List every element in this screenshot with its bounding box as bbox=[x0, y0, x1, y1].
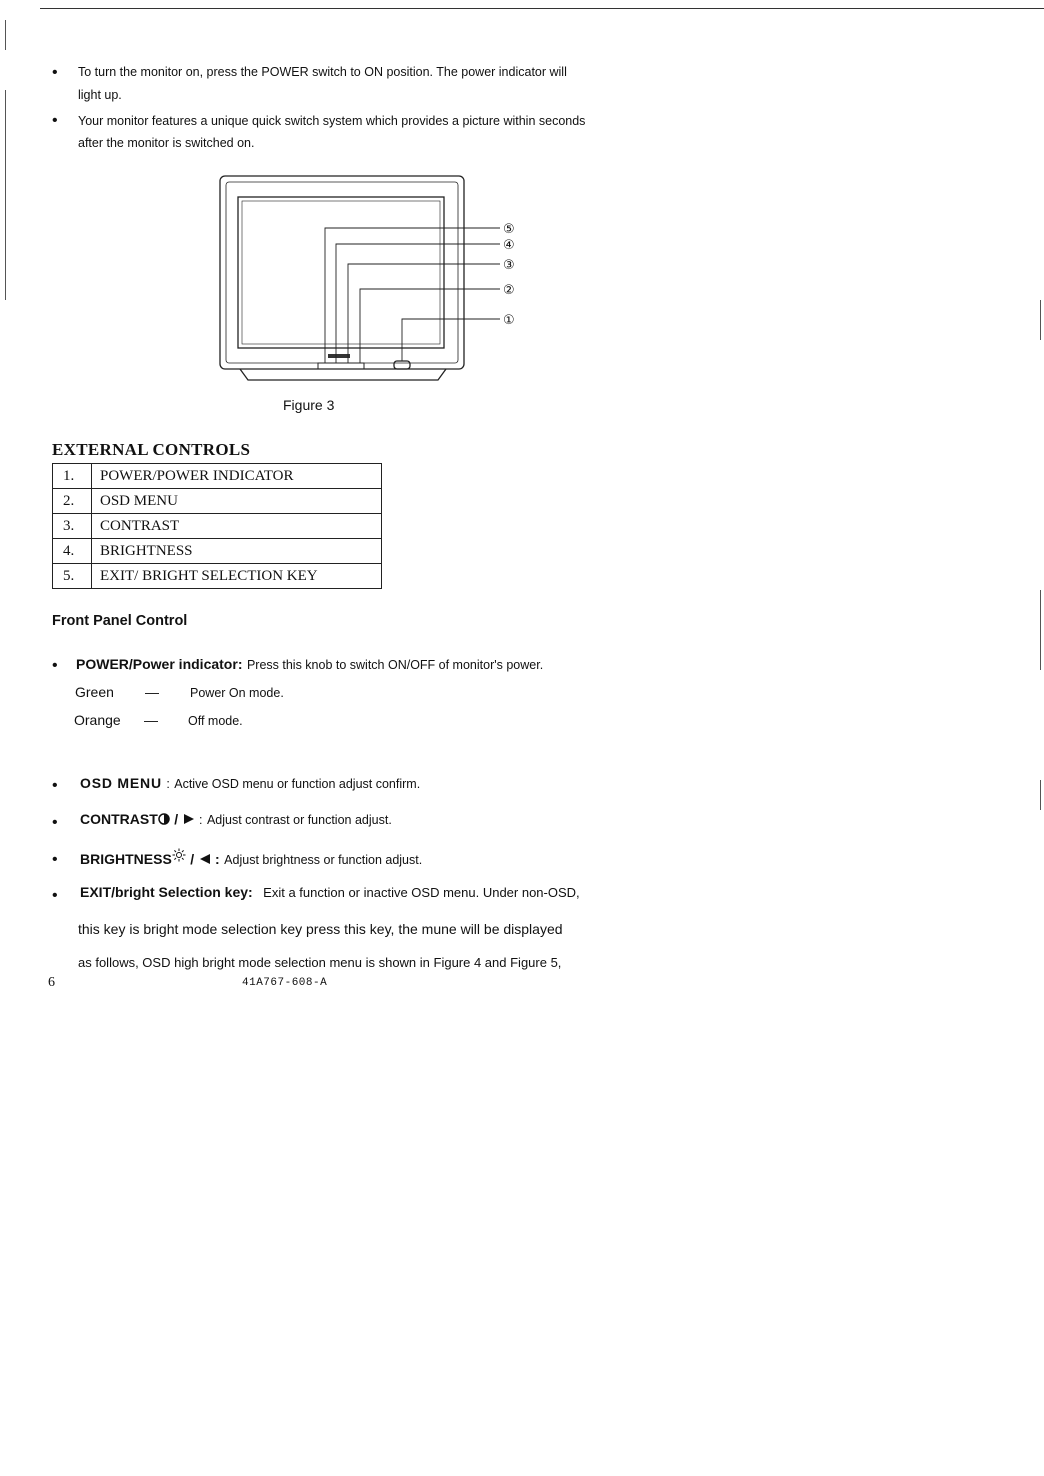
button-strip bbox=[318, 363, 364, 369]
page-number: 6 bbox=[48, 975, 55, 990]
leader-1 bbox=[402, 319, 500, 361]
row-number: 2. bbox=[53, 489, 92, 514]
brightness-desc: Adjust brightness or function adjust. bbox=[224, 853, 423, 867]
mode-green-dash: — bbox=[145, 684, 159, 700]
brightness-item: BRIGHTNESS / : Adjust brightness or function adjust. bbox=[80, 848, 422, 869]
callout-5: ⑤ bbox=[503, 222, 515, 237]
callout-4: ④ bbox=[503, 238, 515, 253]
monitor-inner-bezel bbox=[226, 182, 458, 363]
table-row bbox=[53, 464, 382, 489]
row-label: CONTRAST bbox=[92, 514, 382, 539]
row-number: 5. bbox=[53, 564, 92, 589]
monitor-diagram bbox=[200, 165, 540, 390]
callout-1: ① bbox=[503, 313, 515, 328]
contrast-item: CONTRAST / : Adjust contrast or function adjust. bbox=[80, 811, 392, 827]
row-number: 4. bbox=[53, 539, 92, 564]
row-label: POWER/POWER INDICATOR bbox=[92, 464, 382, 489]
scan-margin-mark bbox=[5, 20, 6, 50]
scan-margin-mark bbox=[1040, 780, 1041, 810]
half-circle-icon bbox=[158, 813, 170, 825]
mode-orange-text: Off mode. bbox=[188, 714, 243, 728]
brightness-label: BRIGHTNESS bbox=[80, 851, 172, 867]
exit-label: EXIT/bright Selection key bbox=[80, 884, 249, 900]
mode-orange-color: Orange bbox=[74, 712, 121, 728]
bullet-dot: • bbox=[52, 64, 58, 81]
intro-bullet1-line2: light up. bbox=[78, 88, 122, 102]
brightness-sep: : bbox=[215, 851, 220, 867]
monitor-base bbox=[240, 369, 446, 380]
bullet-dot: • bbox=[52, 657, 58, 674]
bullet-dot: • bbox=[52, 887, 58, 904]
sun-icon bbox=[172, 848, 186, 862]
intro-bullet2-line2: after the monitor is switched on. bbox=[78, 136, 255, 150]
leader-4 bbox=[336, 244, 500, 363]
power-label: POWER/Power indicator bbox=[76, 656, 238, 672]
table-row bbox=[53, 539, 382, 564]
row-label: BRIGHTNESS bbox=[92, 539, 382, 564]
bullet-dot: • bbox=[52, 777, 58, 794]
right-triangle-icon bbox=[183, 813, 195, 825]
scan-margin-mark bbox=[5, 90, 6, 300]
exit-desc-line2: this key is bright mode selection key press this key, the mune will be displayed bbox=[78, 921, 563, 937]
mode-green-text: Power On mode. bbox=[190, 686, 284, 700]
callout-2: ② bbox=[503, 283, 515, 298]
table-row bbox=[53, 489, 382, 514]
external-controls-heading: EXTERNAL CONTROLS bbox=[52, 440, 251, 459]
bullet-dot: • bbox=[52, 112, 58, 129]
intro-bullet1-line1: To turn the monitor on, press the POWER switch to ON position. The power indicator will bbox=[78, 65, 567, 79]
external-controls-table bbox=[52, 463, 382, 589]
left-triangle-icon bbox=[199, 853, 211, 865]
contrast-sep: : bbox=[199, 813, 203, 827]
scan-edge-line bbox=[40, 8, 1044, 9]
monitor-outer-bezel bbox=[220, 176, 464, 369]
power-desc: Press this knob to switch ON/OFF of monitor's power. bbox=[246, 658, 544, 672]
document-code: 41A767-608-A bbox=[242, 977, 328, 989]
figure-caption: Figure 3 bbox=[283, 397, 335, 413]
exit-item bbox=[80, 884, 580, 902]
bullet-dot: • bbox=[52, 814, 58, 831]
osd-item bbox=[80, 775, 420, 793]
osd-label: OSD MENU bbox=[80, 775, 162, 791]
bullet-dot: • bbox=[52, 851, 58, 868]
osd-sep: : bbox=[166, 777, 170, 791]
scan-margin-mark bbox=[1040, 300, 1041, 340]
monitor-screen-inner bbox=[242, 201, 440, 344]
exit-sep: : bbox=[248, 884, 253, 900]
row-number: 1. bbox=[53, 464, 92, 489]
monitor-screen bbox=[238, 197, 444, 348]
exit-desc: Exit a function or inactive OSD menu. Under non-OSD, bbox=[263, 885, 580, 900]
exit-desc-line3: as follows, OSD high bright mode selection menu is shown in Figure 4 and Figure 5, bbox=[78, 955, 562, 970]
leader-5 bbox=[325, 228, 500, 363]
power-item: POWER/Power indicator: Press this knob to switch ON/OFF of monitor's power. bbox=[76, 656, 544, 672]
leader-2 bbox=[360, 289, 500, 363]
table-row bbox=[53, 564, 382, 589]
row-label: EXIT/ BRIGHT SELECTION KEY bbox=[92, 564, 382, 589]
table-row bbox=[53, 514, 382, 539]
row-label: OSD MENU bbox=[92, 489, 382, 514]
contrast-label: CONTRAST bbox=[80, 811, 158, 827]
mode-orange-dash: — bbox=[144, 712, 158, 728]
intro-bullet2-line1: Your monitor features a unique quick switch system which provides a picture within seconds bbox=[78, 114, 586, 128]
scan-margin-mark bbox=[1040, 590, 1041, 670]
mode-green-color: Green bbox=[75, 684, 114, 700]
power-button bbox=[394, 361, 410, 369]
brand-logo bbox=[328, 354, 350, 358]
contrast-desc: Adjust contrast or function adjust. bbox=[206, 813, 392, 827]
front-panel-heading: Front Panel Control bbox=[52, 613, 188, 629]
callout-3: ③ bbox=[503, 258, 515, 273]
osd-desc: Active OSD menu or function adjust confirm. bbox=[174, 777, 421, 791]
row-number: 3. bbox=[53, 514, 92, 539]
